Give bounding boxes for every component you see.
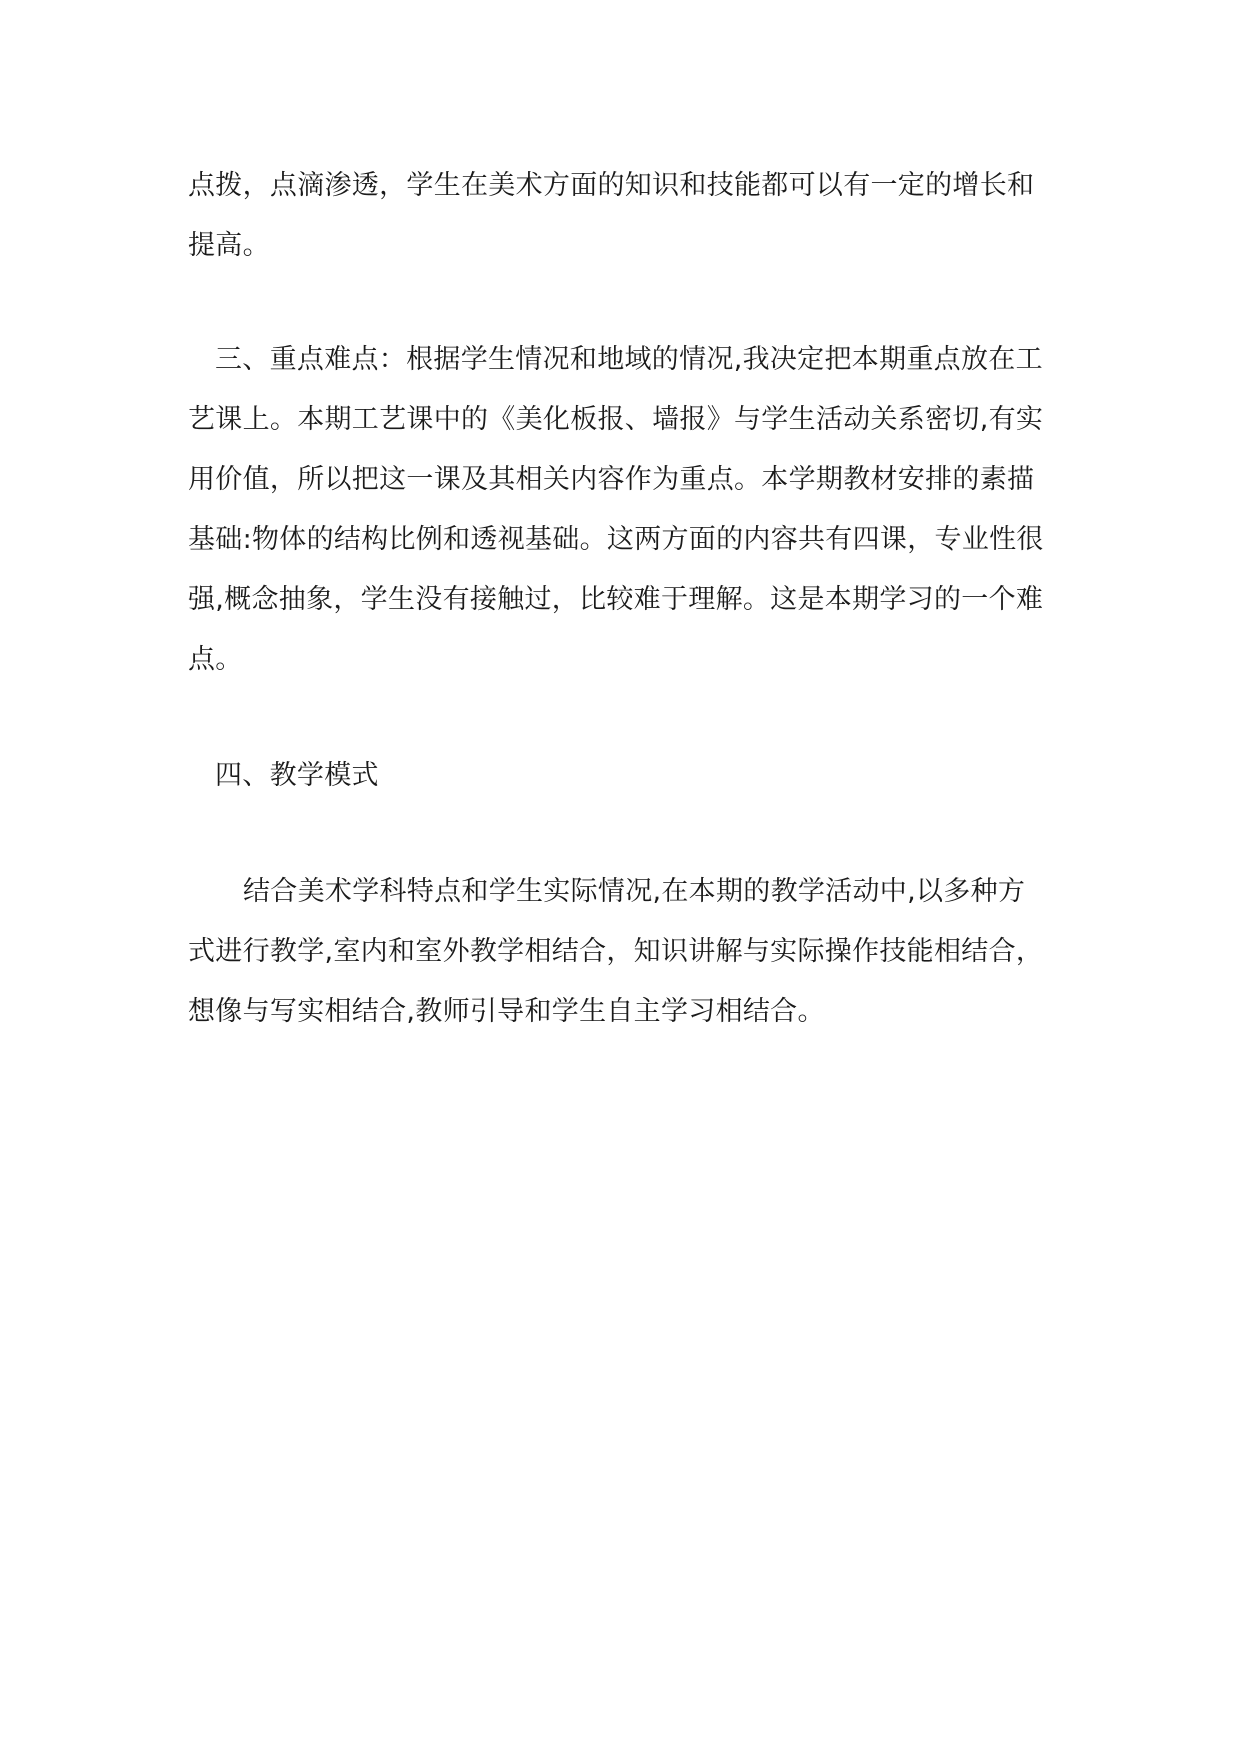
- paragraph-line: 式进行教学,室内和室外教学相结合，知识讲解与实际操作技能相结合，: [188, 936, 1044, 967]
- paragraph-line: 强,概念抽象，学生没有接触过，比较难于理解。这是本期学习的一个难: [188, 584, 1044, 615]
- paragraph-line: 点拨，点滴渗透，学生在美术方面的知识和技能都可以有一定的增长和: [188, 170, 1035, 201]
- paragraph-line: 艺课上。本期工艺课中的《美化板报、墙报》与学生活动关系密切,有实: [188, 404, 1044, 435]
- section-4-first-line: 结合美术学科特点和学生实际情况,在本期的教学活动中,以多种方: [243, 876, 1026, 907]
- section-4-heading: 四、教学模式: [215, 760, 379, 791]
- paragraph-line: 点。: [188, 644, 243, 675]
- paragraph-line: 想像与写实相结合,教师引导和学生自主学习相结合。: [188, 996, 825, 1027]
- paragraph-line: 用价值，所以把这一课及其相关内容作为重点。本学期教材安排的素描: [188, 464, 1035, 495]
- section-3-first-line: 三、重点难点：根据学生情况和地域的情况,我决定把本期重点放在工: [215, 344, 1043, 375]
- paragraph-line: 基础:物体的结构比例和透视基础。这两方面的内容共有四课，专业性很: [188, 524, 1044, 555]
- paragraph-line: 提高。: [188, 230, 270, 261]
